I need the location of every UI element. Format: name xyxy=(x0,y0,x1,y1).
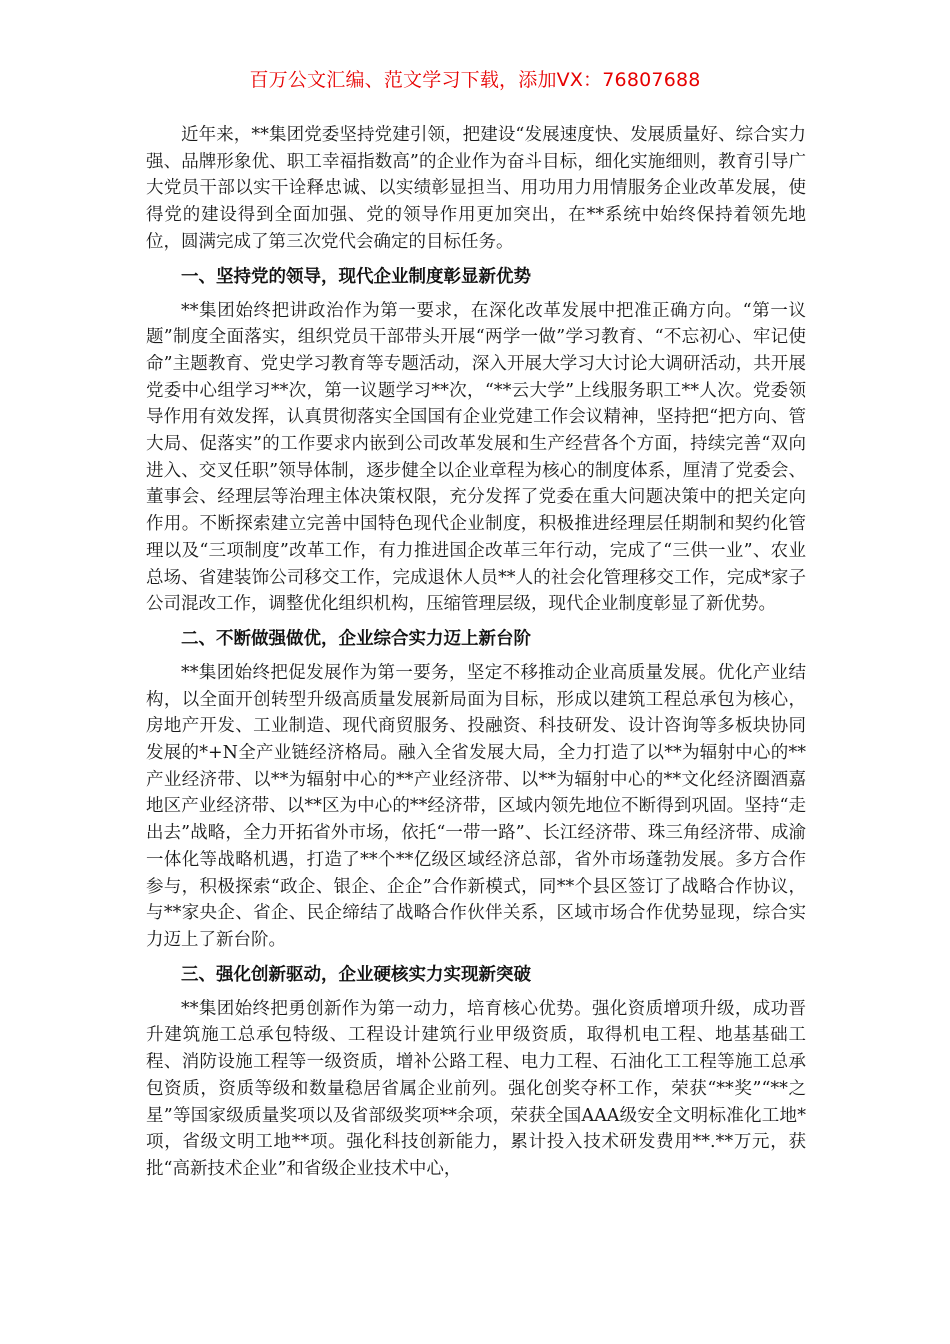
intro-paragraph: 近年来，**集团党委坚持党建引领，把建设“发展速度快、发展质量好、综合实力强、品牌形象优、职工幸福指数高”的企业作为奋斗目标，细化实施细则，教育引导广大党员干部以实干诠释忠诚、以实绩彰显担当、用功用力用情服务企业改革发展，使得党的建设得到全面加强、党的领导作用更加突出，在**系统中始终保持着领先地位，圆满完成了第三次党代会确定的目标任务。 xyxy=(146,125,806,252)
section-heading-2: 二、不断做强做优，企业综合实力迈上新台阶 xyxy=(181,628,531,649)
document-body xyxy=(146,122,806,1183)
section-body-1: **集团始终把讲政治作为第一要求，在深化改革发展中把准正确方向。“第一议题”制度全面落实，组织党员干部带头开展“两学一做”学习教育、“不忘初心、牢记使命”主题教育、党史学习教育等专题活动，深入开展大学习大讨论大调研活动，共开展党委中心组学习**次，第一议题学习**次，“**云大学”上线服务职工**人次。党委领导作用有效发挥，认真贯彻落实全国国有企业党建工作会议精神，坚持把“把方向、管大局、促落实”的工作要求内嵌到公司改革发展和生产经营各个方面，持续完善“双向进入、交叉任职”领导体制，逐步健全以企业章程为核心的制度体系，厘清了党委会、董事会、经理层等治理主体决策权限，充分发挥了党委在重大问题决策中的把关定向作用。不断探索建立完善中国特色现代企业制度，积极推进经理层任期制和契约化管理以及“三项制度”改革工作，有力推进国企改革三年行动，完成了“三供一业”、农业总场、省建装饰公司移交工作，完成退休人员**人的社会化管理移交工作，完成*家子公司混改工作，调整优化组织机构，压缩管理层级，现代企业制度彰显了新优势。 xyxy=(146,300,806,615)
section-heading-1: 一、坚持党的领导，现代企业制度彰显新优势 xyxy=(181,266,531,287)
section-body-2: **集团始终把促发展作为第一要务，坚定不移推动企业高质量发展。优化产业结构，以全面开创转型升级高质量发展新局面为目标，形成以建筑工程总承包为核心，房地产开发、工业制造、现代商贸服务、投融资、科技研发、设计咨询等多板块协同发展的*+N全产业链经济格局。融入全省发展大局，全力打造了以**为辐射中心的**产业经济带、以**为辐射中心的**产业经济带、以**为辐射中心的**文化经济圈酒嘉地区产业经济带、以**区为中心的**经济带，区域内领先地位不断得到巩固。坚持“走出去”战略，全力开拓省外市场，依托“一带一路”、长江经济带、珠三角经济带、成渝一体化等战略机遇，打造了**个**亿级区域经济总部，省外市场蓬勃发展。多方合作参与，积极探索“政企、银企、企企”合作新模式，同**个县区签订了战略合作协议，与**家央企、省企、民企缔结了战略合作伙伴关系，区域市场合作优势显现，综合实力迈上了新台阶。 xyxy=(146,662,806,950)
section-body-3: **集团始终把勇创新作为第一动力，培育核心优势。强化资质增项升级，成功晋升建筑施工总承包特级、工程设计建筑行业甲级资质，取得机电工程、地基基础工程、消防设施工程等一级资质，增补公路工程、电力工程、石油化工工程等施工总承包资质，资质等级和数量稳居省属企业前列。强化创奖夺杯工作，荣获“**奖”“**之星”等国家级质量奖项以及省部级奖项**余项，荣获全国AAA级安全文明标准化工地*项，省级文明工地**项。强化科技创新能力，累计投入技术研发费用**.**万元，获批“高新技术企业”和省级企业技术中心， xyxy=(146,998,806,1179)
section-heading-3: 三、强化创新驱动，企业硬核实力实现新突破 xyxy=(181,964,531,985)
watermark-banner: 百万公文汇编、范文学习下载，添加VX：76807688 xyxy=(249,69,701,91)
